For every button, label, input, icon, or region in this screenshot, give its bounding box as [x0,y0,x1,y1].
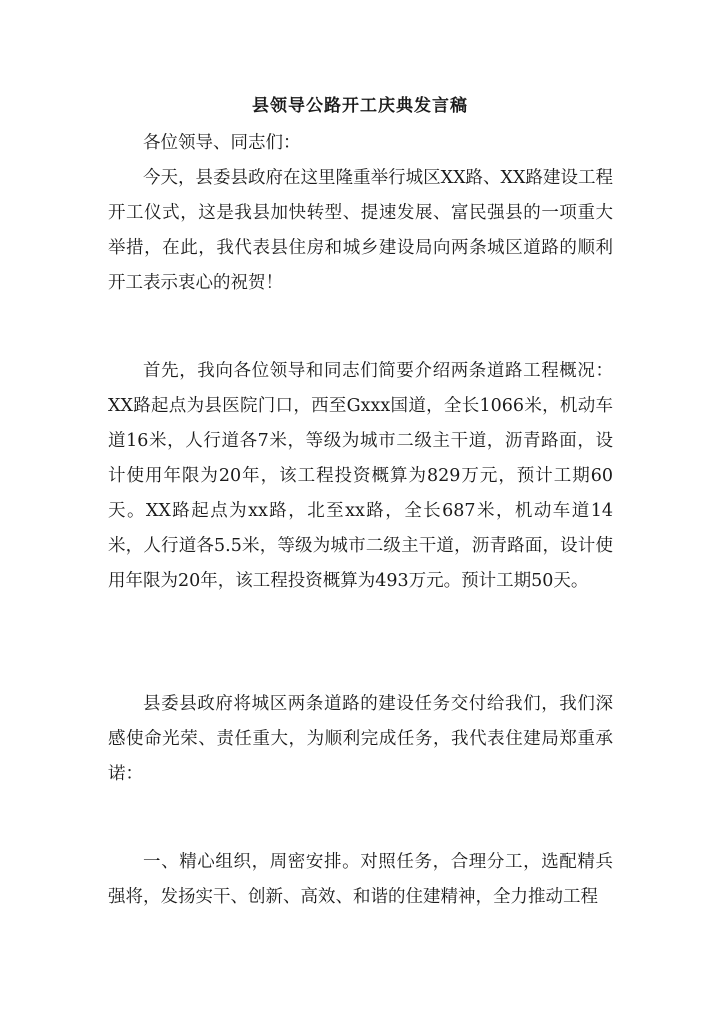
paragraph-text: 一、精心组织，周密安排。对照任务，合理分工，选配精兵强将，发扬实干、创新、高效、和谐的住建精神，全力推动工程 [108,852,613,907]
paragraph-project-overview [108,354,613,599]
paragraph-text: 县委县政府将城区两条道路的建设任务交付给我们，我们深感使命光荣、责任重大，为顺利完成任务，我代表住建局郑重承诺： [108,694,613,784]
paragraph-opening [108,161,613,301]
paragraph-text: 今天，县委县政府在这里隆重举行城区XX路、XX路建设工程开工仪式，这是我县加快转型、提速发展、富民强县的一项重大举措，在此，我代表县住房和城乡建设局向两条城区道路的顺利开工表示衷心的祝贺！ [108,168,613,293]
greeting-text: 各位领导、同志们： [143,133,301,153]
greeting-line [108,126,613,161]
paragraph-text: 首先，我向各位领导和同志们简要介绍两条道路工程概况：XX路起点为县医院门口，西至Gxxx国道，全长1066米，机动车道16米，人行道各7米，等级为城市二级主干道，沥青路面，设计使用年限为20年，该工程投资概算为829万元，预计工期60天。XX路起点为xx路，北至xx路，全长687米，机动车道14米，人行道各5.5米，等级为城市二级主干道，沥青路面，设计使用年限为20年，该工程投资概算为493万元。预计工期50天。 [108,361,613,591]
document-title: 县领导公路开工庆典发言稿 [252,96,468,116]
paragraph-commitment-one [108,845,613,915]
paragraph-commitment-intro [108,687,613,792]
